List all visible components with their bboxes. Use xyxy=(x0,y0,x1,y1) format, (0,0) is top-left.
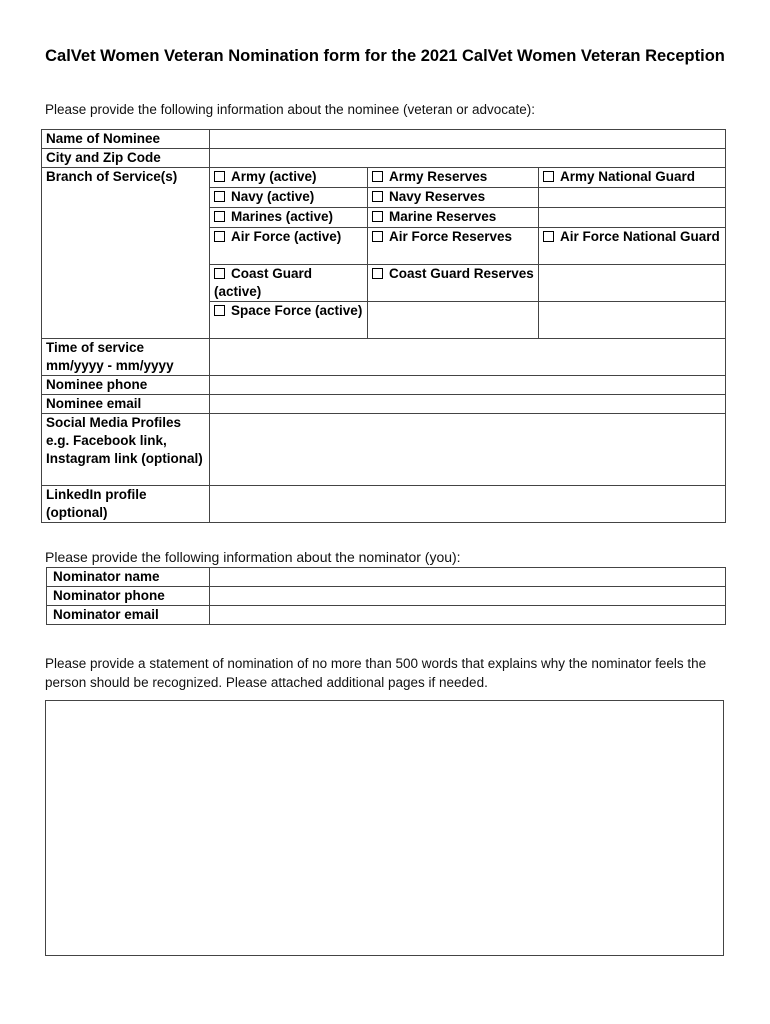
label-nominee-email: Nominee email xyxy=(42,395,210,414)
empty-cell xyxy=(539,208,726,228)
nominator-email-field[interactable] xyxy=(210,606,726,625)
nominator-intro: Please provide the following information about the nominator (you): xyxy=(45,549,461,565)
nominee-email-field[interactable] xyxy=(210,395,726,414)
option-coast-guard-active[interactable] xyxy=(210,265,368,302)
label-city-zip: City and Zip Code xyxy=(42,149,210,168)
checkbox-coast-guard-active[interactable] xyxy=(214,268,225,279)
checkbox-air-force-guard[interactable] xyxy=(543,231,554,242)
nominator-phone-field[interactable] xyxy=(210,587,726,606)
empty-cell xyxy=(539,302,726,339)
city-zip-field[interactable] xyxy=(210,149,726,168)
statement-textbox[interactable] xyxy=(45,700,724,956)
option-army-guard[interactable] xyxy=(539,168,726,188)
nominee-phone-field[interactable] xyxy=(210,376,726,395)
label-nominator-name: Nominator name xyxy=(47,568,210,587)
option-army-reserves-label: Army Reserves xyxy=(389,169,488,184)
option-army-active-label: Army (active) xyxy=(231,169,317,184)
option-navy-reserves[interactable] xyxy=(368,188,539,208)
option-air-force-guard[interactable] xyxy=(539,228,726,265)
label-social-media: Social Media Profiles e.g. Facebook link, Instagram link (optional) xyxy=(42,414,210,486)
option-coast-guard-reserves-label: Coast Guard Reserves xyxy=(389,266,534,281)
label-name-of-nominee: Name of Nominee xyxy=(42,130,210,149)
nominator-name-field[interactable] xyxy=(210,568,726,587)
option-coast-guard-active-label: Coast Guard (active) xyxy=(214,266,313,299)
checkbox-space-force-active[interactable] xyxy=(214,305,225,316)
checkbox-navy-active[interactable] xyxy=(214,191,225,202)
checkbox-army-reserves[interactable] xyxy=(372,171,383,182)
form-title: CalVet Women Veteran Nomination form for the 2021 CalVet Women Veteran Reception xyxy=(45,47,725,65)
option-marines-active-label: Marines (active) xyxy=(231,209,334,224)
option-space-force-active-label: Space Force (active) xyxy=(231,303,363,318)
option-coast-guard-reserves[interactable] xyxy=(368,265,539,302)
empty-cell xyxy=(368,302,539,339)
checkbox-army-active[interactable] xyxy=(214,171,225,182)
checkbox-air-force-reserves[interactable] xyxy=(372,231,383,242)
option-army-guard-label: Army National Guard xyxy=(560,169,696,184)
checkbox-marine-reserves[interactable] xyxy=(372,211,383,222)
empty-cell xyxy=(539,265,726,302)
linkedin-field[interactable] xyxy=(210,486,726,523)
checkbox-coast-guard-reserves[interactable] xyxy=(372,268,383,279)
label-time-of-service: Time of service mm/yyyy - mm/yyyy xyxy=(42,339,210,376)
option-marine-reserves[interactable] xyxy=(368,208,539,228)
option-navy-active[interactable] xyxy=(210,188,368,208)
social-media-field[interactable] xyxy=(210,414,726,486)
option-marine-reserves-label: Marine Reserves xyxy=(389,209,497,224)
nominee-table xyxy=(41,129,726,523)
empty-cell xyxy=(539,188,726,208)
nominator-table xyxy=(46,567,726,625)
checkbox-navy-reserves[interactable] xyxy=(372,191,383,202)
option-air-force-active[interactable] xyxy=(210,228,368,265)
option-space-force-active[interactable] xyxy=(210,302,368,339)
option-air-force-active-label: Air Force (active) xyxy=(231,229,342,244)
checkbox-air-force-active[interactable] xyxy=(214,231,225,242)
label-nominator-phone: Nominator phone xyxy=(47,587,210,606)
nominee-name-field[interactable] xyxy=(210,130,726,149)
time-of-service-field[interactable] xyxy=(210,339,726,376)
label-nominator-email: Nominator email xyxy=(47,606,210,625)
option-navy-active-label: Navy (active) xyxy=(231,189,315,204)
option-air-force-reserves-label: Air Force Reserves xyxy=(389,229,513,244)
option-navy-reserves-label: Navy Reserves xyxy=(389,189,486,204)
label-linkedin: LinkedIn profile (optional) xyxy=(42,486,210,523)
option-air-force-reserves[interactable] xyxy=(368,228,539,265)
option-army-active[interactable] xyxy=(210,168,368,188)
checkbox-army-guard[interactable] xyxy=(543,171,554,182)
option-army-reserves[interactable] xyxy=(368,168,539,188)
label-branch-of-service: Branch of Service(s) xyxy=(42,168,210,339)
statement-prompt: Please provide a statement of nomination of no more than 500 words that explains why the nominator feels the person should be recognized. Please attached additional pages if needed. xyxy=(45,656,707,690)
option-air-force-guard-label: Air Force National Guard xyxy=(560,229,720,244)
label-nominee-phone: Nominee phone xyxy=(42,376,210,395)
option-marines-active[interactable] xyxy=(210,208,368,228)
checkbox-marines-active[interactable] xyxy=(214,211,225,222)
nominee-intro: Please provide the following information about the nominee (veteran or advocate): xyxy=(45,102,536,117)
